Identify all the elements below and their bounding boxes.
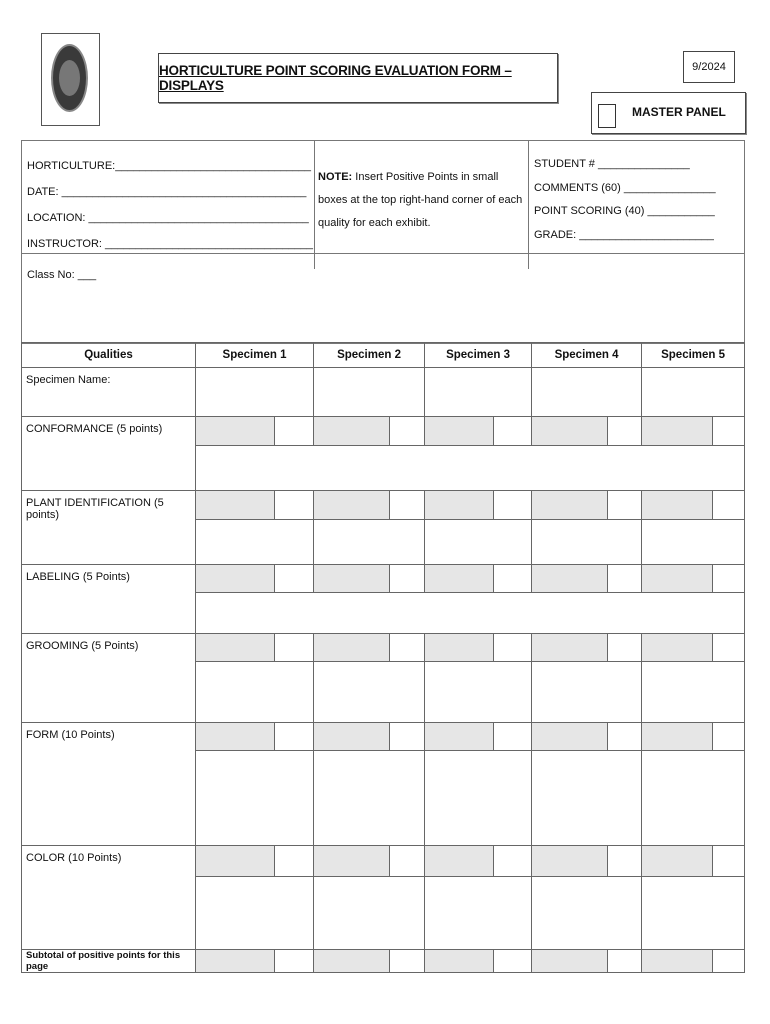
notes-cell[interactable] bbox=[642, 877, 745, 950]
specimen-header: Specimen 4 bbox=[532, 343, 642, 368]
grade-field[interactable]: GRADE: ______________________ bbox=[534, 228, 714, 241]
quality-row bbox=[22, 723, 745, 751]
comment-cell[interactable] bbox=[642, 491, 713, 520]
points-box[interactable] bbox=[275, 846, 314, 877]
points-box[interactable] bbox=[390, 565, 425, 593]
points-box[interactable] bbox=[275, 417, 314, 446]
comment-cell[interactable] bbox=[425, 846, 494, 877]
notes-cell[interactable] bbox=[425, 751, 532, 846]
points-box[interactable] bbox=[494, 846, 532, 877]
specimen-name-row bbox=[22, 368, 745, 417]
comment-cell[interactable] bbox=[425, 634, 494, 662]
points-box[interactable] bbox=[494, 565, 532, 593]
subtotal-row bbox=[22, 950, 745, 973]
points-box[interactable] bbox=[713, 634, 745, 662]
specimen-name-cell[interactable] bbox=[196, 368, 314, 417]
comment-cell[interactable] bbox=[425, 417, 494, 446]
points-box[interactable] bbox=[713, 723, 745, 751]
comment-cell[interactable] bbox=[314, 846, 390, 877]
points-box[interactable] bbox=[608, 846, 642, 877]
points-box[interactable] bbox=[390, 491, 425, 520]
quality-label: FORM (10 Points) bbox=[22, 723, 196, 846]
note-text: Insert Positive Points in small boxes at the top right-hand corner of each quality for each exhibit. bbox=[318, 171, 523, 229]
comment-cell[interactable] bbox=[532, 634, 608, 662]
points-box[interactable] bbox=[494, 723, 532, 751]
points-box[interactable] bbox=[275, 491, 314, 520]
notes-cell[interactable] bbox=[425, 877, 532, 950]
notes-cell[interactable] bbox=[642, 751, 745, 846]
form-title-box bbox=[158, 53, 558, 103]
master-panel-label: MASTER PANEL bbox=[632, 105, 726, 119]
specimen-name-cell[interactable] bbox=[425, 368, 532, 417]
divider bbox=[314, 141, 315, 269]
points-box[interactable] bbox=[494, 634, 532, 662]
subtotal-cell[interactable] bbox=[532, 950, 608, 973]
specimen-name-cell[interactable] bbox=[532, 368, 642, 417]
points-box[interactable] bbox=[390, 723, 425, 751]
notes-cell[interactable] bbox=[196, 751, 314, 846]
comment-cell[interactable] bbox=[314, 565, 390, 593]
points-box[interactable] bbox=[494, 417, 532, 446]
points-box[interactable] bbox=[494, 950, 532, 973]
logo-frame bbox=[41, 33, 100, 126]
notes-cell[interactable] bbox=[196, 662, 314, 723]
points-box[interactable] bbox=[713, 417, 745, 446]
info-right bbox=[534, 153, 716, 247]
comment-cell[interactable] bbox=[642, 565, 713, 593]
comment-cell[interactable] bbox=[196, 846, 275, 877]
location-field[interactable]: LOCATION: ____________________________________ bbox=[27, 212, 309, 224]
points-box[interactable] bbox=[608, 417, 642, 446]
points-box[interactable] bbox=[713, 950, 745, 973]
comment-cell[interactable] bbox=[196, 417, 275, 446]
comment-cell[interactable] bbox=[642, 723, 713, 751]
notes-cell[interactable] bbox=[314, 662, 425, 723]
comment-cell[interactable] bbox=[425, 491, 494, 520]
comment-cell[interactable] bbox=[532, 417, 608, 446]
subtotal-cell[interactable] bbox=[196, 950, 275, 973]
info-left bbox=[27, 153, 313, 257]
comment-cell[interactable] bbox=[532, 723, 608, 751]
comment-cell[interactable] bbox=[425, 723, 494, 751]
points-box[interactable] bbox=[713, 846, 745, 877]
comment-cell[interactable] bbox=[196, 491, 275, 520]
points-box[interactable] bbox=[713, 565, 745, 593]
specimen-header: Specimen 3 bbox=[425, 343, 532, 368]
points-box[interactable] bbox=[608, 723, 642, 751]
points-box[interactable] bbox=[608, 634, 642, 662]
notes-cell[interactable] bbox=[196, 877, 314, 950]
comment-cell[interactable] bbox=[314, 634, 390, 662]
quality-row bbox=[22, 417, 745, 446]
specimen-name-label: Specimen Name: bbox=[22, 368, 196, 417]
comment-cell[interactable] bbox=[532, 491, 608, 520]
subtotal-cell[interactable] bbox=[425, 950, 494, 973]
note-label: NOTE: bbox=[318, 171, 353, 183]
notes-cell[interactable] bbox=[425, 520, 532, 565]
quality-label: CONFORMANCE (5 points) bbox=[22, 417, 196, 491]
comment-cell[interactable] bbox=[314, 491, 390, 520]
specimen-header: Specimen 1 bbox=[196, 343, 314, 368]
form-date-box bbox=[683, 51, 735, 83]
notes-cell[interactable] bbox=[196, 520, 314, 565]
points-box[interactable] bbox=[713, 491, 745, 520]
points-box[interactable] bbox=[275, 950, 314, 973]
point-scoring-field[interactable]: POINT SCORING (40) ___________ bbox=[534, 205, 715, 217]
points-box[interactable] bbox=[390, 950, 425, 973]
subtotal-cell[interactable] bbox=[314, 950, 390, 973]
instructor-field[interactable]: INSTRUCTOR: __________________________________ bbox=[27, 238, 314, 250]
organization-seal-icon bbox=[51, 44, 88, 112]
seal-emblem-icon bbox=[59, 60, 80, 96]
comment-cell[interactable] bbox=[425, 565, 494, 593]
notes-cell[interactable] bbox=[425, 662, 532, 723]
specimen-header: Specimen 2 bbox=[314, 343, 425, 368]
note-block bbox=[318, 166, 523, 235]
specimen-header: Specimen 5 bbox=[642, 343, 745, 368]
comments-field[interactable]: COMMENTS (60) _______________ bbox=[534, 181, 716, 194]
notes-cell[interactable] bbox=[642, 520, 745, 565]
comment-cell[interactable] bbox=[642, 417, 713, 446]
points-box[interactable] bbox=[608, 950, 642, 973]
quality-row bbox=[22, 565, 745, 593]
notes-cell[interactable] bbox=[532, 751, 642, 846]
scoring-table bbox=[21, 342, 745, 973]
info-block bbox=[21, 140, 745, 344]
comment-cell[interactable] bbox=[196, 634, 275, 662]
notes-cell[interactable] bbox=[314, 520, 425, 565]
points-box[interactable] bbox=[390, 846, 425, 877]
comment-cell[interactable] bbox=[196, 565, 275, 593]
subtotal-cell[interactable] bbox=[642, 950, 713, 973]
notes-cell[interactable] bbox=[532, 520, 642, 565]
master-panel-box bbox=[591, 92, 746, 134]
quality-row bbox=[22, 634, 745, 662]
quality-row bbox=[22, 491, 745, 520]
points-box[interactable] bbox=[275, 634, 314, 662]
notes-cell[interactable] bbox=[532, 662, 642, 723]
points-box[interactable] bbox=[494, 491, 532, 520]
horticulture-field[interactable]: HORTICULTURE:________________________________ bbox=[27, 160, 311, 172]
master-panel-checkbox[interactable] bbox=[598, 104, 616, 128]
form-title: HORTICULTURE POINT SCORING EVALUATION FORM – DISPLAYS bbox=[159, 63, 512, 93]
points-box[interactable] bbox=[275, 565, 314, 593]
notes-cell[interactable] bbox=[196, 593, 745, 634]
specimen-name-cell[interactable] bbox=[314, 368, 425, 417]
qualities-header: Qualities bbox=[22, 343, 196, 368]
table-header-row bbox=[22, 343, 745, 368]
divider bbox=[528, 141, 529, 269]
comment-cell[interactable] bbox=[532, 846, 608, 877]
form-date: 9/2024 bbox=[692, 61, 726, 73]
student-field[interactable]: STUDENT # _______________ bbox=[534, 158, 690, 170]
quality-label: LABELING (5 Points) bbox=[22, 565, 196, 634]
comment-cell[interactable] bbox=[196, 723, 275, 751]
quality-label: PLANT IDENTIFICATION (5 points) bbox=[22, 491, 196, 565]
comment-cell[interactable] bbox=[642, 634, 713, 662]
comment-cell[interactable] bbox=[642, 846, 713, 877]
notes-cell[interactable] bbox=[196, 446, 745, 491]
quality-label: GROOMING (5 Points) bbox=[22, 634, 196, 723]
class-no-field[interactable]: Class No: ___ bbox=[27, 269, 97, 281]
specimen-name-cell[interactable] bbox=[642, 368, 745, 417]
subtotal-label: Subtotal of positive points for this page bbox=[22, 950, 196, 973]
points-box[interactable] bbox=[608, 491, 642, 520]
notes-cell[interactable] bbox=[642, 662, 745, 723]
points-box[interactable] bbox=[390, 417, 425, 446]
quality-row bbox=[22, 846, 745, 877]
notes-cell[interactable] bbox=[532, 877, 642, 950]
comment-cell[interactable] bbox=[532, 565, 608, 593]
comment-cell[interactable] bbox=[314, 723, 390, 751]
points-box[interactable] bbox=[275, 723, 314, 751]
divider bbox=[22, 253, 744, 254]
comment-cell[interactable] bbox=[314, 417, 390, 446]
date-field[interactable]: DATE: ________________________________________ bbox=[27, 186, 307, 198]
points-box[interactable] bbox=[608, 565, 642, 593]
points-box[interactable] bbox=[390, 634, 425, 662]
notes-cell[interactable] bbox=[314, 751, 425, 846]
quality-label: COLOR (10 Points) bbox=[22, 846, 196, 950]
notes-cell[interactable] bbox=[314, 877, 425, 950]
